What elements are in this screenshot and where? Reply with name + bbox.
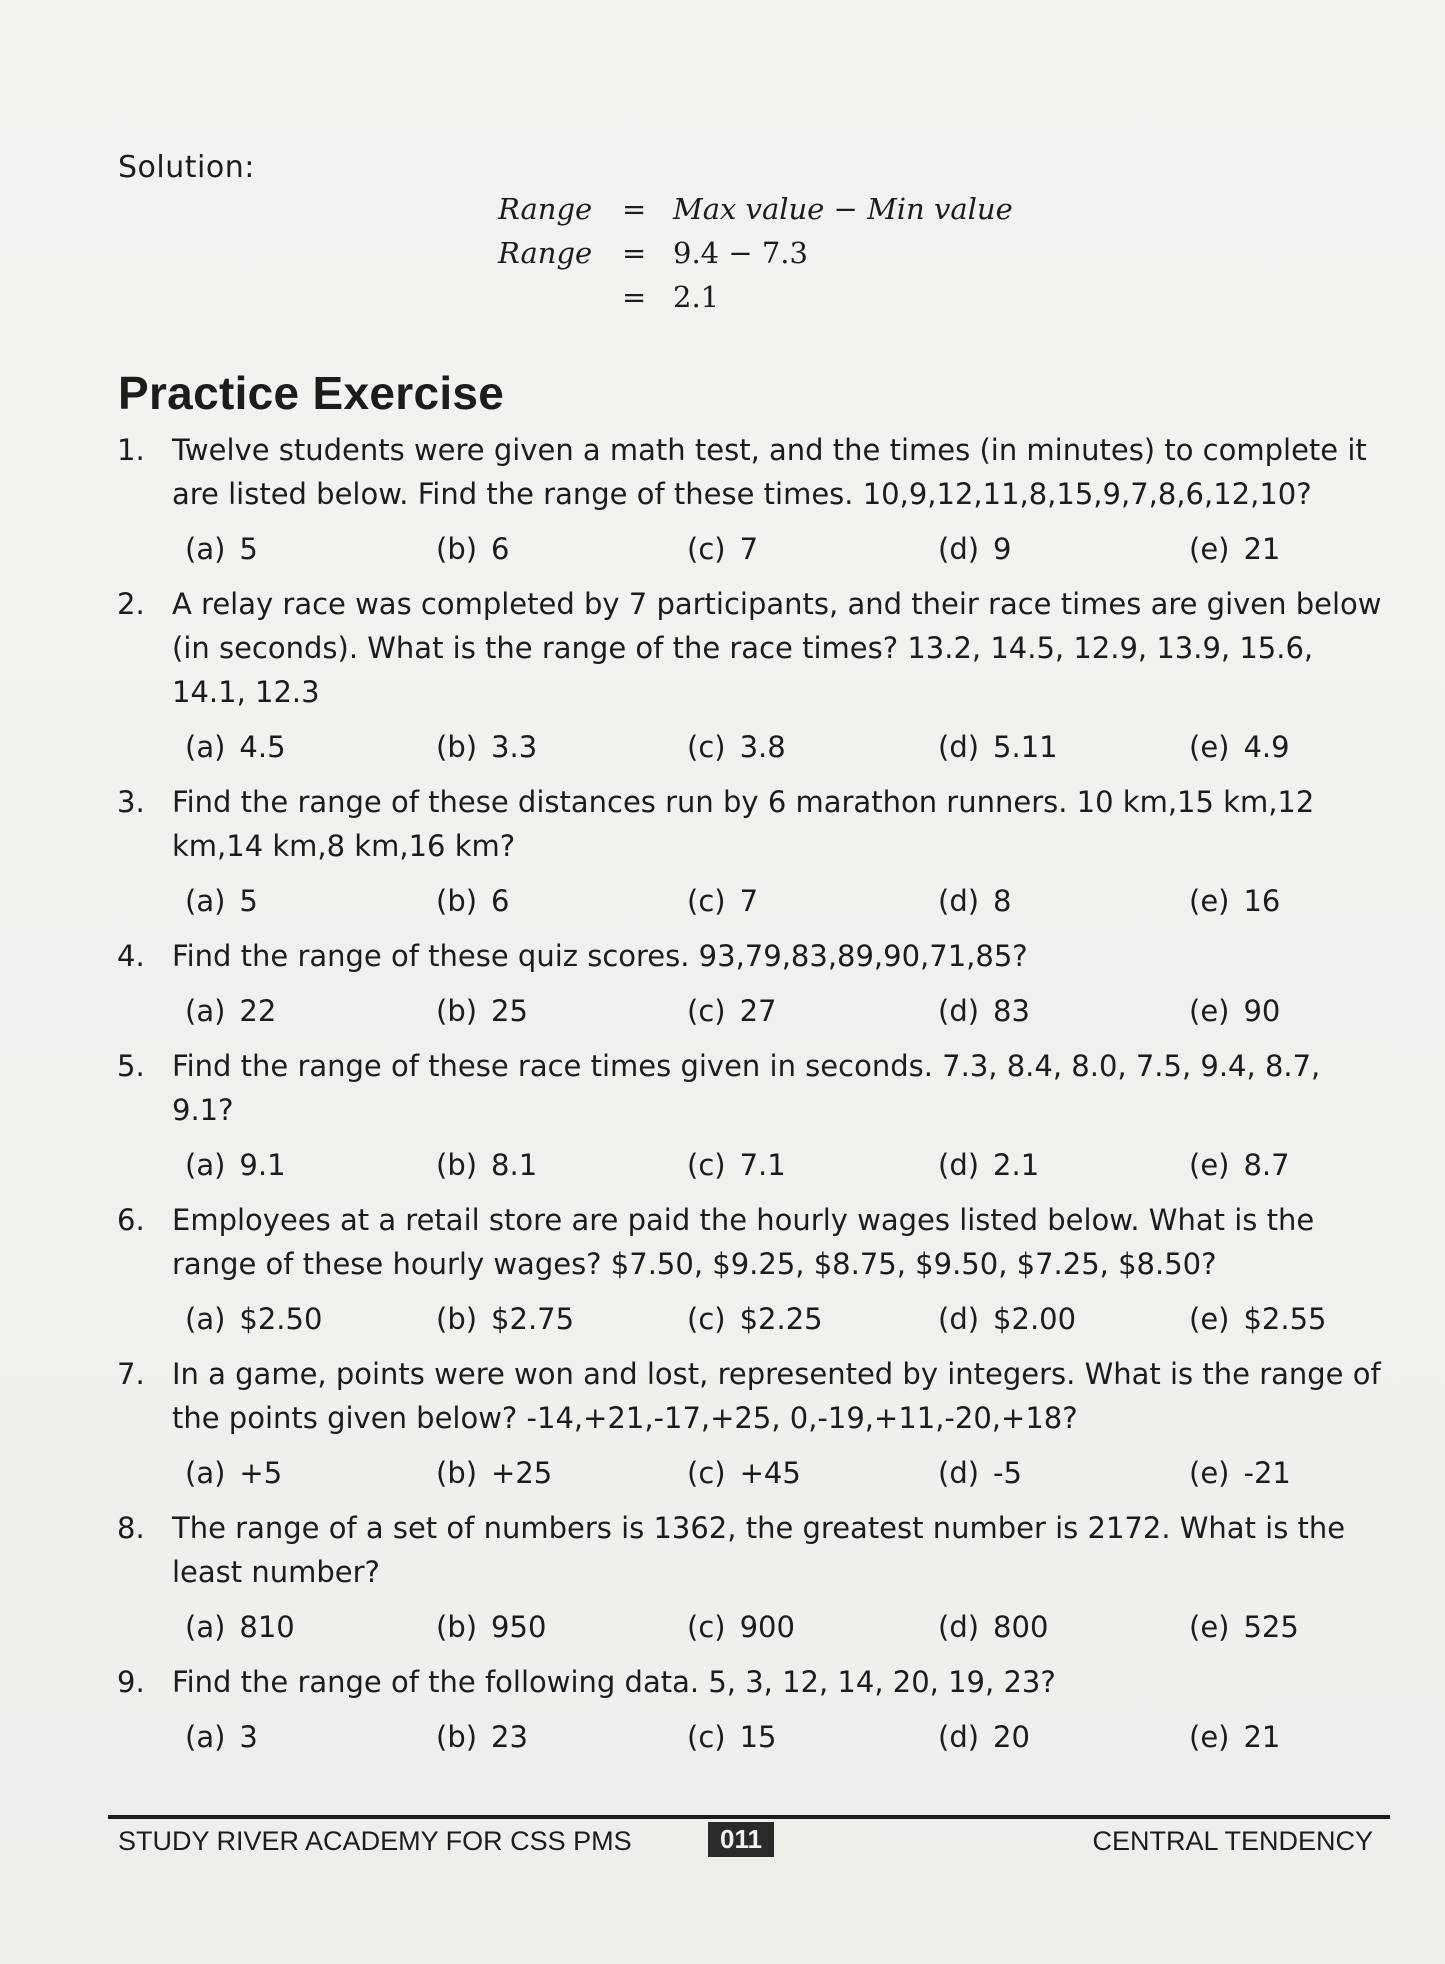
question-list: [115, 428, 1385, 1770]
answer-option: [687, 1451, 938, 1495]
option-letter: (e): [1189, 884, 1230, 918]
question-row: [115, 1352, 1385, 1440]
answer-options: [185, 1286, 1385, 1352]
answer-option: [938, 527, 1189, 571]
option-letter: (a): [185, 1148, 226, 1182]
answer-option: [436, 1451, 687, 1495]
option-value: $2.55: [1243, 1302, 1327, 1336]
option-value: 900: [739, 1610, 795, 1644]
option-value: 8.1: [491, 1148, 538, 1182]
option-letter: (d): [938, 1148, 980, 1182]
question-text: Twelve students were given a math test, and the times (in minutes) to complete it are listed below. Find the range of these times. 10,9,12,11,8,15,9,7,8,6,12,10?: [172, 433, 1367, 511]
question-number: 1.: [117, 433, 145, 467]
question-row: [115, 1506, 1385, 1594]
option-value: 3.3: [491, 730, 538, 764]
option-value: +5: [239, 1456, 283, 1490]
equals-sign: =: [622, 236, 647, 270]
option-letter: (e): [1189, 1148, 1230, 1182]
answer-option: [1189, 1605, 1440, 1649]
option-value: 16: [1243, 884, 1281, 918]
page-number: 011: [708, 1822, 774, 1857]
answer-option: [687, 527, 938, 571]
answer-option: [436, 1605, 687, 1649]
option-letter: (a): [185, 532, 226, 566]
answer-options: [185, 516, 1385, 582]
equation-lhs: Range: [498, 192, 593, 226]
question-item: [115, 780, 1385, 934]
option-value: -5: [993, 1456, 1022, 1490]
answer-option: [185, 879, 436, 923]
option-letter: (b): [436, 1302, 478, 1336]
footer-divider: [108, 1815, 1390, 1819]
answer-option: [687, 1605, 938, 1649]
option-letter: (d): [938, 730, 980, 764]
answer-options: [185, 1132, 1385, 1198]
range-equation-block: [490, 192, 1090, 324]
option-letter: (b): [436, 994, 478, 1028]
option-letter: (c): [687, 884, 726, 918]
option-letter: (b): [436, 532, 478, 566]
question-text: Find the range of the following data. 5, 3, 12, 14, 20, 19, 23?: [172, 1665, 1056, 1699]
footer-academy-name: STUDY RIVER ACADEMY FOR CSS PMS: [118, 1826, 632, 1856]
question-row: [115, 780, 1385, 868]
answer-option: [938, 1297, 1189, 1341]
answer-option: [687, 1715, 938, 1759]
option-letter: (b): [436, 1610, 478, 1644]
answer-option: [1189, 527, 1440, 571]
option-value: $2.50: [239, 1302, 323, 1336]
option-value: 4.5: [239, 730, 286, 764]
option-value: 2.1: [993, 1148, 1040, 1182]
equals-sign: =: [622, 280, 647, 314]
question-row: [115, 1198, 1385, 1286]
option-value: 6: [491, 884, 510, 918]
option-value: 8: [993, 884, 1012, 918]
option-letter: (a): [185, 1456, 226, 1490]
answer-option: [938, 1143, 1189, 1187]
option-letter: (a): [185, 884, 226, 918]
option-value: 7: [739, 532, 759, 566]
option-value: 525: [1243, 1610, 1299, 1644]
option-value: 950: [491, 1610, 547, 1644]
question-number: 5.: [117, 1049, 145, 1083]
answer-option: [436, 1297, 687, 1341]
option-value: 9.1: [239, 1148, 286, 1182]
option-letter: (c): [687, 532, 726, 566]
answer-option: [436, 725, 687, 769]
question-text: In a game, points were won and lost, represented by integers. What is the range of the points given below? -14,+21,-17,+25, 0,-19,+11,-20,+18?: [172, 1357, 1381, 1435]
equation-rhs: 2.1: [673, 280, 720, 314]
question-text: Employees at a retail store are paid the hourly wages listed below. What is the range of these hourly wages? $7.50, $9.25, $8.75, $9.50, $7.25, $8.50?: [172, 1203, 1315, 1281]
question-item: [115, 1506, 1385, 1660]
option-letter: (c): [687, 730, 726, 764]
answer-option: [185, 1605, 436, 1649]
answer-option: [938, 989, 1189, 1033]
question-number: 2.: [117, 587, 145, 621]
option-value: 8.7: [1243, 1148, 1290, 1182]
answer-option: [938, 1715, 1189, 1759]
question-row: [115, 582, 1385, 714]
answer-option: [185, 1715, 436, 1759]
option-letter: (d): [938, 1610, 980, 1644]
answer-option: [436, 1715, 687, 1759]
answer-option: [687, 1297, 938, 1341]
question-item: [115, 428, 1385, 582]
option-letter: (c): [687, 1456, 726, 1490]
answer-option: [687, 1143, 938, 1187]
option-value: 3: [239, 1720, 258, 1754]
answer-options: [185, 978, 1385, 1044]
option-value: 25: [491, 994, 528, 1028]
answer-option: [1189, 879, 1440, 923]
option-letter: (e): [1189, 1720, 1230, 1754]
option-letter: (d): [938, 532, 980, 566]
equation-row: [490, 280, 1090, 324]
answer-option: [938, 1451, 1189, 1495]
question-item: [115, 1198, 1385, 1352]
question-item: [115, 1660, 1385, 1770]
option-value: 27: [739, 994, 777, 1028]
option-value: 9: [993, 532, 1012, 566]
option-letter: (a): [185, 1302, 226, 1336]
option-letter: (b): [436, 1720, 478, 1754]
option-letter: (e): [1189, 532, 1230, 566]
question-text: The range of a set of numbers is 1362, the greatest number is 2172. What is the least number?: [172, 1511, 1346, 1589]
option-letter: (c): [687, 1302, 726, 1336]
answer-option: [185, 1451, 436, 1495]
answer-option: [436, 1143, 687, 1187]
option-letter: (e): [1189, 1302, 1230, 1336]
equation-rhs: 9.4 − 7.3: [673, 236, 808, 270]
option-value: 4.9: [1243, 730, 1290, 764]
question-number: 9.: [117, 1665, 145, 1699]
option-value: 21: [1243, 532, 1281, 566]
option-letter: (c): [687, 1720, 726, 1754]
option-letter: (b): [436, 730, 478, 764]
answer-option: [185, 527, 436, 571]
option-letter: (a): [185, 1610, 226, 1644]
solution-label: Solution:: [118, 150, 255, 185]
answer-option: [938, 1605, 1189, 1649]
answer-option: [1189, 989, 1440, 1033]
option-letter: (d): [938, 994, 980, 1028]
option-letter: (b): [436, 884, 478, 918]
question-row: [115, 1660, 1385, 1704]
option-letter: (c): [687, 1610, 726, 1644]
option-letter: (c): [687, 994, 726, 1028]
option-value: 21: [1243, 1720, 1281, 1754]
option-value: 15: [739, 1720, 777, 1754]
question-item: [115, 934, 1385, 1044]
option-letter: (b): [436, 1456, 478, 1490]
option-letter: (d): [938, 1456, 980, 1490]
equation-rhs: Max value − Min value: [673, 192, 1013, 226]
question-item: [115, 582, 1385, 780]
question-number: 4.: [117, 939, 145, 973]
option-value: 22: [239, 994, 277, 1028]
option-value: 6: [491, 532, 510, 566]
answer-option: [185, 725, 436, 769]
question-item: [115, 1044, 1385, 1198]
equation-row: [490, 192, 1090, 236]
option-value: 800: [993, 1610, 1049, 1644]
option-letter: (e): [1189, 1456, 1230, 1490]
answer-options: [185, 1594, 1385, 1660]
equation-row: [490, 236, 1090, 280]
option-value: -21: [1243, 1456, 1291, 1490]
option-letter: (c): [687, 1148, 726, 1182]
option-value: $2.25: [739, 1302, 823, 1336]
equation-lhs: Range: [498, 236, 593, 270]
option-value: +25: [491, 1456, 553, 1490]
question-number: 6.: [117, 1203, 145, 1237]
question-row: [115, 1044, 1385, 1132]
option-letter: (d): [938, 1302, 980, 1336]
option-letter: (a): [185, 1720, 226, 1754]
answer-option: [436, 527, 687, 571]
option-value: 90: [1243, 994, 1281, 1028]
question-text: A relay race was completed by 7 participants, and their race times are given below (in seconds). What is the range of the race times? 13.2, 14.5, 12.9, 13.9, 15.6, 14.1, 12.3: [172, 587, 1382, 709]
option-letter: (d): [938, 884, 980, 918]
option-value: 83: [993, 994, 1030, 1028]
answer-options: [185, 868, 1385, 934]
option-value: 7.1: [739, 1148, 786, 1182]
option-value: 5: [239, 884, 258, 918]
answer-option: [185, 1143, 436, 1187]
option-value: 20: [993, 1720, 1030, 1754]
option-letter: (e): [1189, 730, 1230, 764]
answer-options: [185, 714, 1385, 780]
answer-option: [1189, 1297, 1440, 1341]
option-value: $2.00: [993, 1302, 1077, 1336]
footer-chapter-title: CENTRAL TENDENCY: [1092, 1826, 1373, 1856]
answer-option: [938, 879, 1189, 923]
option-value: 3.8: [739, 730, 786, 764]
option-letter: (e): [1189, 1610, 1230, 1644]
option-value: 7: [739, 884, 759, 918]
answer-option: [436, 879, 687, 923]
option-value: 5.11: [993, 730, 1058, 764]
answer-option: [687, 989, 938, 1033]
option-letter: (b): [436, 1148, 478, 1182]
option-value: 23: [491, 1720, 528, 1754]
option-value: 5: [239, 532, 258, 566]
answer-option: [1189, 1715, 1440, 1759]
option-value: 810: [239, 1610, 295, 1644]
option-letter: (a): [185, 994, 226, 1028]
question-item: [115, 1352, 1385, 1506]
section-title: Practice Exercise: [118, 367, 505, 419]
answer-options: [185, 1440, 1385, 1506]
answer-options: [185, 1704, 1385, 1770]
option-letter: (d): [938, 1720, 980, 1754]
question-text: Find the range of these race times given in seconds. 7.3, 8.4, 8.0, 7.5, 9.4, 8.7, 9.1?: [172, 1049, 1321, 1127]
answer-option: [1189, 1451, 1440, 1495]
answer-option: [938, 725, 1189, 769]
question-number: 3.: [117, 785, 145, 819]
option-letter: (a): [185, 730, 226, 764]
question-number: 8.: [117, 1511, 145, 1545]
question-number: 7.: [117, 1357, 145, 1391]
option-value: $2.75: [491, 1302, 575, 1336]
answer-option: [185, 1297, 436, 1341]
question-text: Find the range of these distances run by 6 marathon runners. 10 km,15 km,12 km,14 km,8 km,16 km?: [172, 785, 1315, 863]
answer-option: [1189, 725, 1440, 769]
question-row: [115, 428, 1385, 516]
answer-option: [687, 879, 938, 923]
equals-sign: =: [622, 192, 647, 226]
answer-option: [1189, 1143, 1440, 1187]
answer-option: [436, 989, 687, 1033]
option-value: +45: [739, 1456, 801, 1490]
question-text: Find the range of these quiz scores. 93,79,83,89,90,71,85?: [172, 939, 1028, 973]
answer-option: [687, 725, 938, 769]
question-row: [115, 934, 1385, 978]
option-letter: (e): [1189, 994, 1230, 1028]
answer-option: [185, 989, 436, 1033]
